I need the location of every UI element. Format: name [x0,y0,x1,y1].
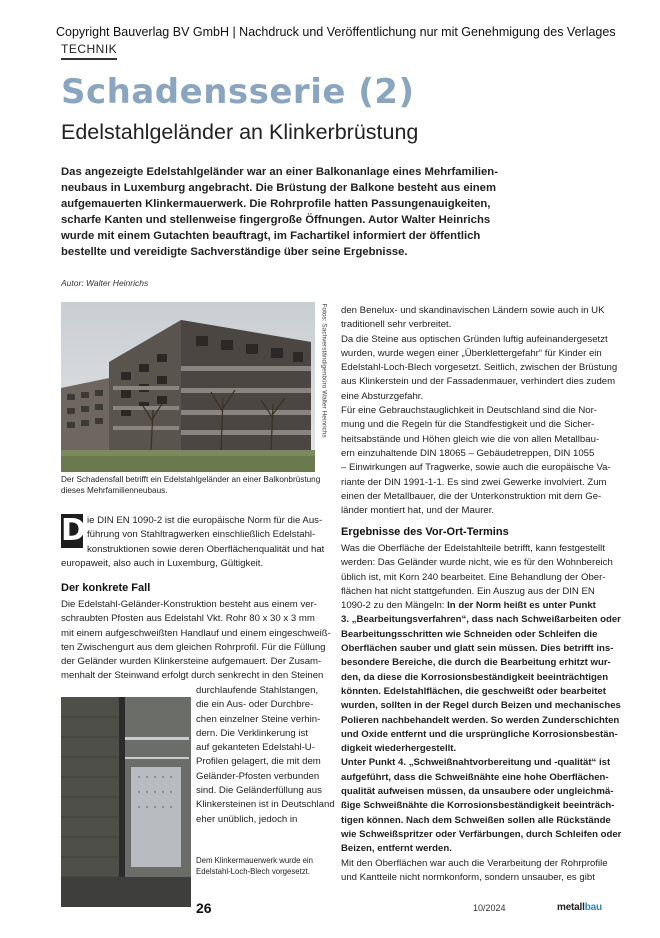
drop-cap: D [61,513,86,548]
copyright-notice: Copyright Bauverlag BV GmbH | Nachdruck und Veröffentlichung nur mit Genehmigung des Verlages [56,25,616,39]
results-line-bold: In der Norm heißt es unter Punkt [447,600,596,612]
case-line: menhalt der Steinwand erfolgt durch senkrecht in den Steinen [61,670,324,682]
photo-credit [316,303,328,466]
lead-line: Das angezeigte Edelstahlgeländer war an einer Balkonanlage eines Mehrfamilien- [61,166,498,178]
results-line: digkeit wiederhergestellt. [341,743,457,755]
lead-line: aufgemauerten Klinkermauerwerk. Die Rohrprofile hatten Passungenauigkeiten, [61,198,491,210]
right-line: riante der DIN 1991-1-1. Es sind zwei Gewerke involviert. Zum [341,476,607,488]
right-line: eine Absturzgefahr. [341,390,424,402]
section-heading-results: Ergebnisse des Vor-Ort-Termins [341,526,509,538]
case-line: chen einzelner Steine verhin- [196,713,321,725]
case-line: ten Zwischengurt aus dem gleichen Rohrprofil. Für die Füllung [61,641,326,653]
case-line: sind. Die Geländerfüllung aus [196,785,322,797]
lead-line: neubaus in Luxemburg angebracht. Die Brüstung der Balkone besteht aus einem [61,182,497,194]
case-line: Klinkersteinen ist in Deutschland [196,799,335,811]
right-line: Für eine Gebrauchstauglichkeit in Deutschland sind die Nor- [341,405,597,417]
issue-number: 10/2024 [473,903,506,913]
case-line: schraubten Pfosten aus Edelstahl Vkt. Rohr 80 x 30 x 3 mm [61,613,315,625]
results-line: Was die Oberfläche der Edelstahlteile betrifft, kann festgestellt [341,543,605,554]
photo-caption [61,474,321,496]
results-line [341,599,621,613]
section-label: TECHNIK [61,42,118,56]
results-line: Beizen, entfernt werden. [341,843,452,855]
results-line: könnten. Edelstahlflächen, die geschweißt oder bearbeitet [341,685,606,697]
railing-caption [196,856,313,877]
results-line: Unter Punkt 4. „Schweißnahtvorbereitung und -qualität“ ist [341,757,611,769]
results-line: ßige Schweißnähte die Korrosionsbeständigkeit beeinträch- [341,800,615,812]
intro-line: konstruktionen sowie deren Oberflächenqualität und hat [87,543,325,555]
article-subtitle: Edelstahlgeländer an Klinkerbrüstung [61,120,419,144]
results-line: Mit den Oberflächen war auch die Verarbeitung der Rohrprofile [341,857,608,869]
right-column-top [341,304,617,518]
case-line: Die Edelstahl-Geländer-Konstruktion besteht aus einem ver- [61,599,317,610]
results-line: 3. „Bearbeitungsverfahren“, dass nach Schweißarbeiten oder [341,614,621,626]
case-line: Profilen gelagert, die mit dem [196,756,321,768]
case-line: dern. Die Verklinkerung ist [196,727,308,739]
caption-line: dieses Mehrfamilienneubaus. [61,486,168,495]
results-line: und Oxide entfernt und die ursprüngliche Korrosionsbestän- [341,728,618,740]
case-line: auf gekanteten Edelstahl-U- [196,742,315,754]
intro-line: führung von Stahltragwerken einschließlich Edelstahl- [87,529,316,541]
case-line: durchlaufende Stahlstangen, [196,685,319,696]
right-line: den Benelux- und skandinavischen Ländern sowie auch in UK [341,305,605,316]
section-heading-case: Der konkrete Fall [61,582,151,594]
caption-line: Dem Klinkermauerwerk wurde ein [196,856,313,865]
logo-part-2: bau [584,902,602,913]
right-line: ern einzuhaltende DIN 18065 – Gebäudetreppen, DIN 1055 [341,447,595,459]
photo-credit-text: Fotos: Sachverständigenbüro Walter Heinrichs [320,303,328,438]
right-line: Edelstahl-Loch-Blech vorgesetzt. Seitlich, zwischen der Brüstung [341,362,618,374]
right-line: länder montiert hat, und der Maurer. [341,505,495,517]
caption-line: Edelstahl-Loch-Blech vorgesetzt. [196,866,310,876]
right-line: heitsabstände und Höhen gleich wie die von allen Metallbau- [341,433,600,445]
results-line: flächen hat nicht stattgefunden. Ein Auszug aus der DIN EN [341,585,595,597]
intro-line: europaweit, also auch in Luxemburg, Gültigkeit. [61,558,264,569]
right-line: Da die Steine aus optischen Gründen luftig aufeinandergesetzt [341,333,608,345]
case-line: die ein Aus- oder Durchbre- [196,699,314,711]
page-number: 26 [196,900,212,916]
magazine-logo [557,902,602,913]
results-line: üblich ist, mit Korn 240 bearbeitet. Eine Behandlung der Ober- [341,571,606,583]
section-rule [61,58,117,60]
right-line: einen der Metallbauer, die der Unterkonstruktion mit dem Ge- [341,490,602,502]
results-line: und Kantteile nicht normkonform, sondern unsauber, es gibt [341,871,595,883]
results-line: Polieren nachbehandelt werden. So werden Zunderschichten [341,714,620,726]
lead-line: scharfe Kanten und stellenweise fingergroße Öffnungen. Autor Walter Heinrichs [61,214,491,226]
intro-text-indented [87,514,324,557]
case-line: mit einem aufgeschweißten Handlauf und einem eingeschweiß- [61,627,331,639]
results-text [341,542,621,885]
article-title: Schadensserie (2) [61,72,415,112]
lead-line: wurde mit einem Gutachten beauftragt, im Fachartikel informiert der öffentlich [61,230,481,242]
case-text-narrow [196,684,335,827]
results-line: werden: Das Geländer wurde nicht, wie es für den Wohnbereich [341,557,613,569]
case-line: Geländer-Pfosten verbunden [196,770,320,782]
results-line: den, da diese die Korrosionsbeständigkeit beeinträchtigen [341,671,609,683]
results-line: Bearbeitungsschritten wie Schneiden oder Schleifen die [341,628,598,640]
railing-photo [61,697,191,907]
results-line: aufgeführt, dass die Schweißnähte eine hohe Oberflächen- [341,771,609,783]
results-line-plain: 1090-2 zu den Mängeln: [341,600,448,612]
case-line: der Geländer wurden Klinkersteine aufgemauert. Der Zusam- [61,656,322,668]
right-line: aus Klinkerstein und der Fassadenmauer, verhindert dies zudem [341,376,616,388]
right-line: traditionell sehr verbreitet. [341,319,452,331]
results-line: wie Schweißspritzer oder Verfärbungen, durch Schleifen oder [341,828,622,840]
author-line: Autor: Walter Heinrichs [61,278,149,288]
building-photo [61,302,315,472]
case-text [61,598,331,684]
results-line: tigen können. Nach dem Schweißen sollen alle Rückstände [341,814,611,826]
case-line: eher unüblich, jedoch in [196,813,298,825]
results-line: wurden, sollten in der Regel durch Beizen und mechanisches [341,700,621,712]
results-line: qualität aufweisen müssen, da unsaubere oder ungleichmä- [341,786,614,798]
lead-paragraph [61,164,498,260]
right-line: mung und die Regeln für die Standfestigkeit und die Sicher- [341,419,595,431]
lead-line: bestellte und vereidigte Sachverständige über seine Ergebnisse. [61,246,408,258]
right-line: wurden, wurde wegen einer „Überklettergefahr“ für Kinder ein [341,347,602,359]
intro-line: ie DIN EN 1090-2 ist die europäische Norm für die Aus- [87,515,323,526]
right-line: – Einwirkungen auf Tragwerke, sowie auch die europäische Va- [341,462,611,474]
results-line: besondere Bereiche, die durch die Bearbeitung erhitzt wur- [341,657,611,669]
logo-part-1: metall [557,902,585,913]
results-line: Oberflächen sauber und glatt sein müssen. Dies betrifft ins- [341,643,614,655]
caption-line: Der Schadensfall betrifft ein Edelstahlgeländer an einer Balkonbrüstung [61,475,321,484]
